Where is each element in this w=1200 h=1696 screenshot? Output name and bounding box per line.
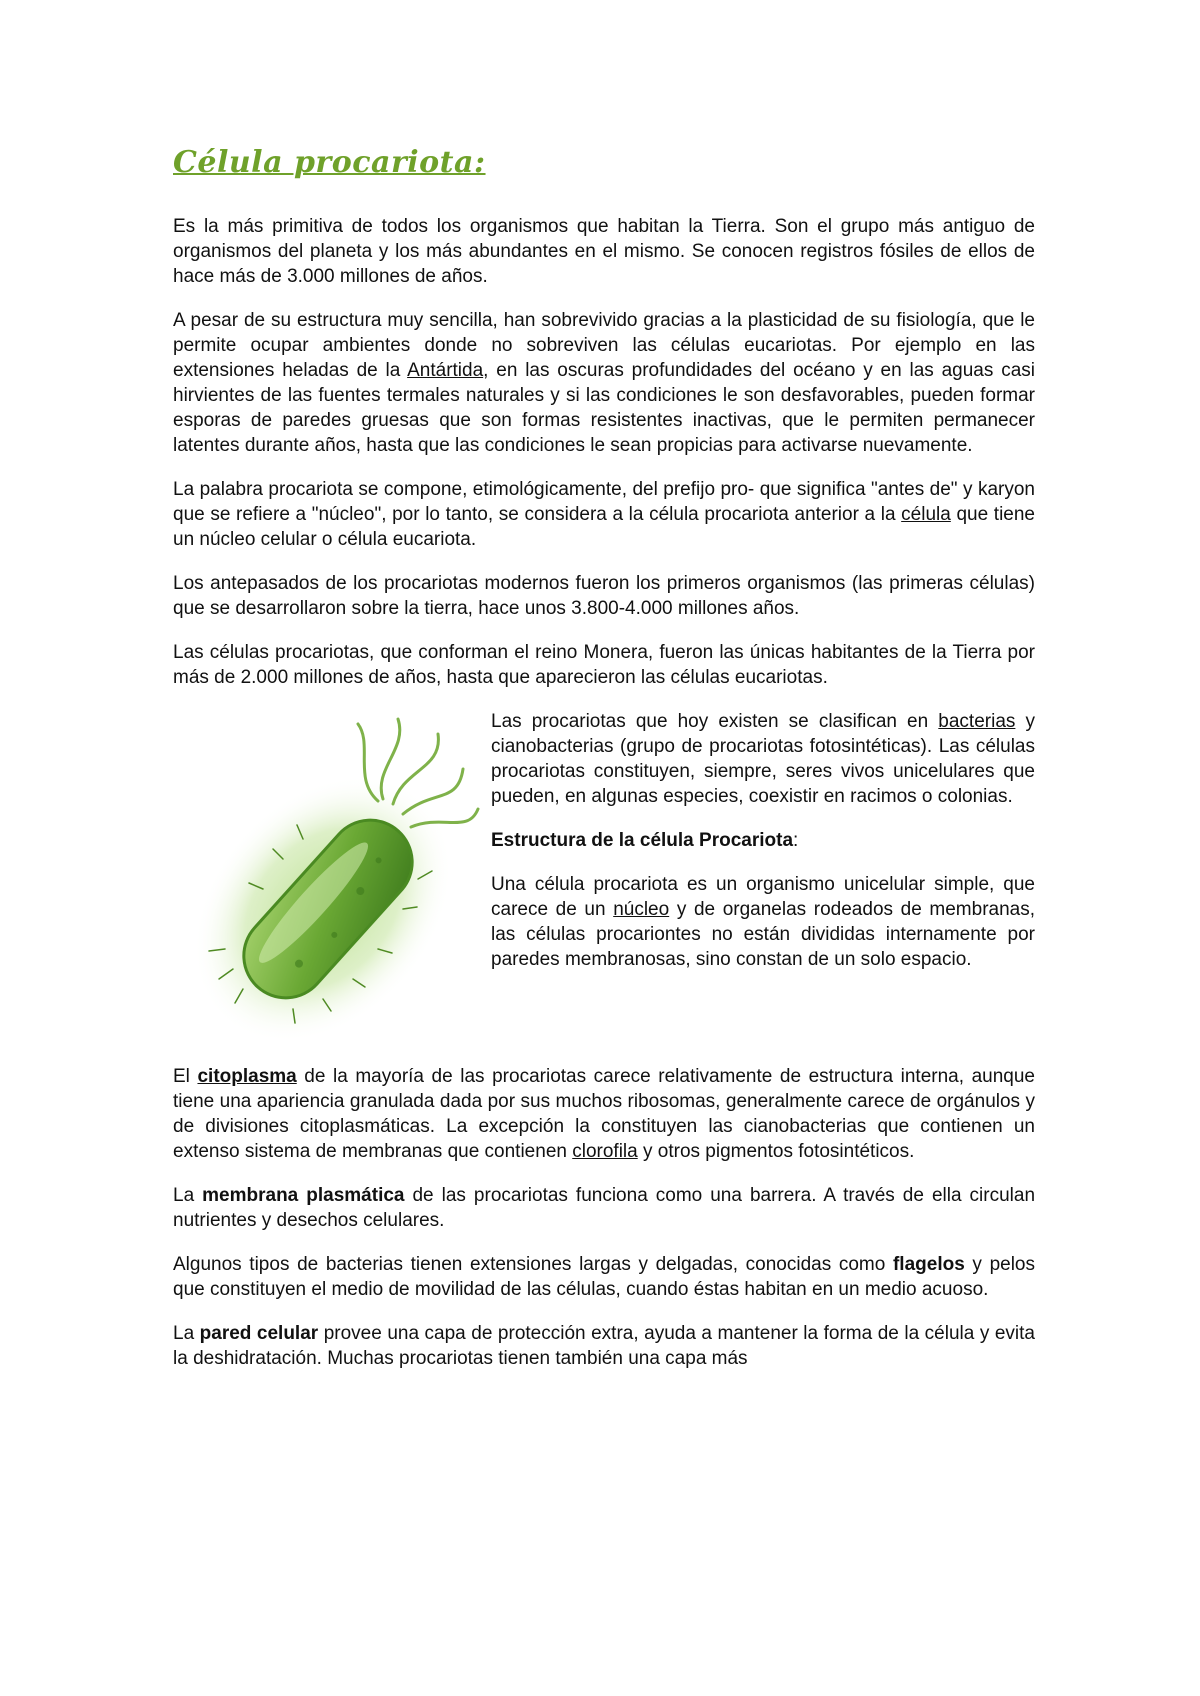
paragraph-intro: Es la más primitiva de todos los organismos que habitan la Tierra. Son el grupo más antiguo de organismos del planeta y los más abundantes en el mismo. Se conocen registros fósiles de ellos de hace más de 3.000 millones de años. [173,216,1035,287]
paragraph-membrana: La membrana plasmática de las procariotas funciona como una barrera. A través de ella circulan nutrientes y desechos celulares. [173,1185,1036,1231]
side-text [491,709,1035,991]
paragraph-etymology: La palabra procariota se compone, etimológicamente, del prefijo pro- que significa "antes de" y karyon que se refiere a "núcleo", por lo tanto, se considera a la célula procariota anterior a la célula que tiene un núcleo celular o célula eucariota. [173,479,1035,550]
page-title: Célula procariota: [173,145,486,180]
link-clorofila[interactable]: clorofila [572,1141,638,1162]
link-bacterias[interactable]: bacterias [938,711,1016,732]
paragraph-structure: Una célula procariota es un organismo unicelular simple, que carece de un núcleo y de organelas rodeados de membranas, las células procariontes no están divididas internamente por paredes membranosas, sino constan de un solo espacio. [491,874,1035,970]
paragraph-pared: La pared celular provee una capa de protección extra, ayuda a mantener la forma de la célula y evita la deshidratación. Muchas procariotas tienen también una capa más [173,1323,1035,1369]
document-body [173,214,1035,1390]
link-celula[interactable]: célula [901,504,951,525]
section-heading: Estructura de la célula Procariota: [491,830,799,851]
paragraph-monera: Las células procariotas, que conforman el reino Monera, fueron las únicas habitantes de la Tierra por más de 2.000 millones de años, hasta que aparecieron las células eucariotas. [173,642,1035,688]
paragraph-flagelos: Algunos tipos de bacterias tienen extensiones largas y delgadas, conocidas como flagelos y pelos que constituyen el medio de movilidad de las células, cuando éstas habitan en un medio acuoso. [173,1254,1035,1300]
link-nucleo[interactable]: núcleo [613,899,670,920]
image-text-section [173,709,1035,1045]
paragraph-citoplasma: El citoplasma de la mayoría de las procariotas carece relativamente de estructura interna, aunque tiene una apariencia granulada dada por sus muchos ribosomas, generalmente carece de orgánulos y de divisiones citoplasmáticas. La excepción la constituyen las cianobacterias que contienen un extenso sistema de membranas que contienen clorofila y otros pigmentos fotosintéticos. [173,1066,1035,1162]
bacterium-illustration [173,709,483,1045]
bacterium-image [173,709,483,1045]
paragraph-classification: Las procariotas que hoy existen se clasifican en bacterias y cianobacterias (grupo de procariotas fotosintéticas). Las células procariotas constituyen, siempre, seres vivos unicelulares que pueden, en algunas especies, coexistir en racimos o colonias. [491,711,1036,807]
paragraph-ancestors: Los antepasados de los procariotas modernos fueron los primeros organismos (las primeras células) que se desarrollaron sobre la tierra, hace unos 3.800-4.000 millones años. [173,573,1035,619]
link-citoplasma[interactable]: citoplasma [197,1066,297,1087]
link-antartida[interactable]: Antártida [407,360,484,381]
paragraph-plasticity: A pesar de su estructura muy sencilla, han sobrevivido gracias a la plasticidad de su fisiología, que le permite ocupar ambientes donde no sobreviven las células eucariotas. Por ejemplo en las extensiones heladas de la Antártida, en las oscuras profundidades del océano y en las aguas casi hirvientes de las fuentes termales naturales y si las condiciones le son desfavorables, pueden formar esporas de paredes gruesas que son formas resistentes inactivas, que le permiten permanecer latentes durante años, hasta que las condiciones le sean propicias para activarse nuevamente. [173,310,1035,456]
